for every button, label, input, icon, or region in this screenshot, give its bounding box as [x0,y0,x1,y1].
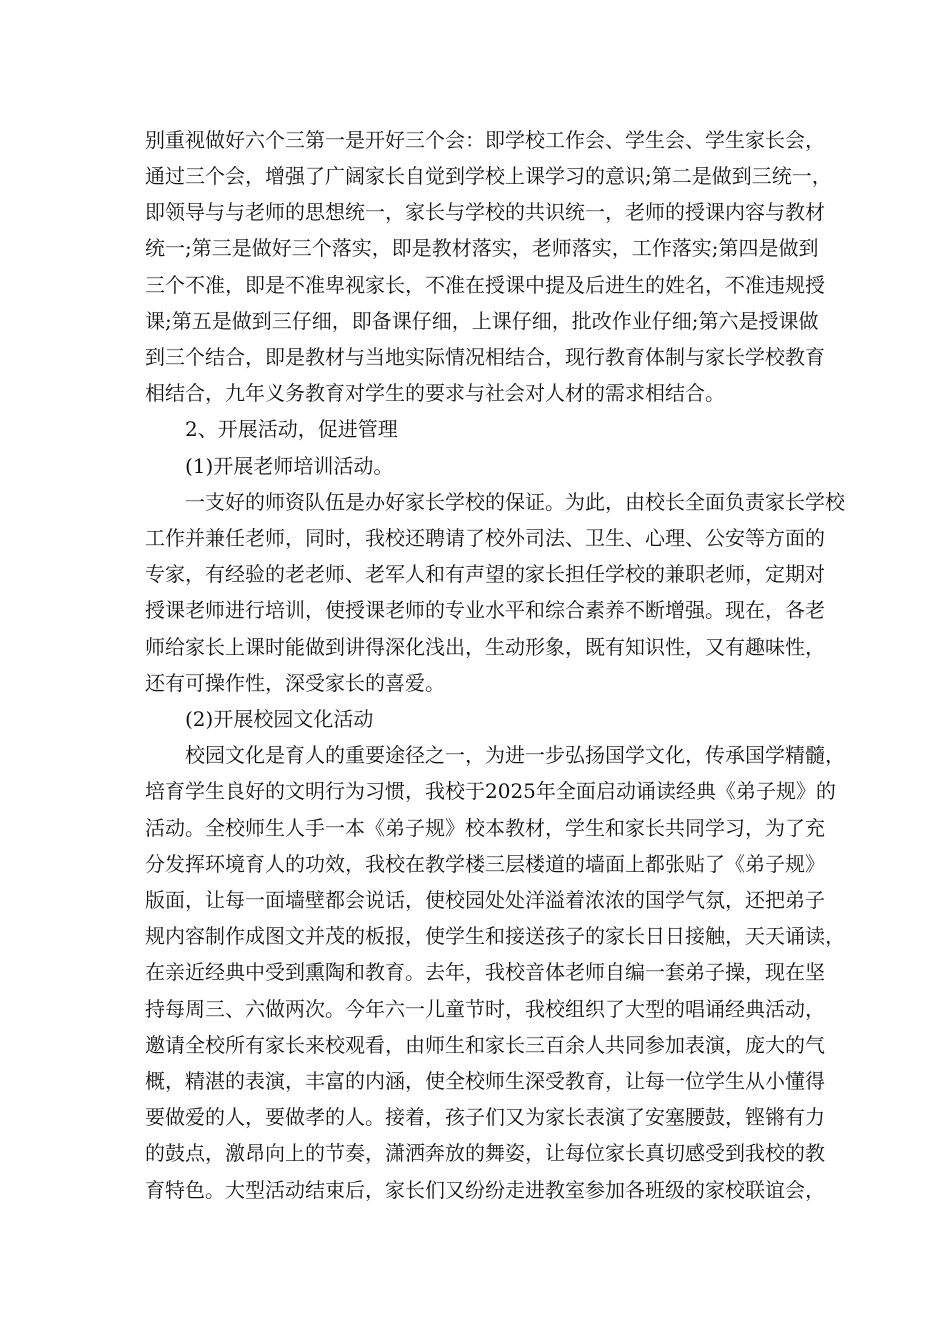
text-line: 即领导与与老师的思想统一，家长与学校的共识统一，老师的授课内容与教材 [145,200,825,224]
text-line: 的鼓点，激昂向上的节奏，潇洒奔放的舞姿，让每位家长真切感受到我校的教 [145,1141,825,1165]
text-line: 授课老师进行培训，使授课老师的专业水平和综合素养不断增强。现在，各老 [145,598,825,622]
text-line: 要做爱的人，要做孝的人。接着，孩子们又为家长表演了安塞腰鼓，铿锵有力 [145,1105,825,1129]
text-line: 还有可操作性，深受家长的喜爱。 [145,671,445,695]
text-line: 育特色。大型活动结束后，家长们又纷纷走进教室参加各班级的家校联谊会， [145,1178,825,1202]
text-line: 培育学生良好的文明行为习惯，我校于2025年全面启动诵读经典《弟子规》的 [145,779,836,803]
text-line: 概，精湛的表演，丰富的内涵，使全校师生深受教育，让每一位学生从小懂得 [145,1069,825,1093]
subsection-heading: (2)开展校园文化活动 [185,707,374,731]
text-line: 统一;第三是做好三个落实，即是教材落实，老师落实，工作落实;第四是做到 [145,236,819,260]
text-line: 分发挥环境育人的功效，我校在教学楼三层楼道的墙面上都张贴了《弟子规》 [145,852,825,876]
text-line: 活动。全校师生人手一本《弟子规》校本教材，学生和家长共同学习，为了充 [145,816,825,840]
text-line: 相结合，九年义务教育对学生的要求与社会对人材的需求相结合。 [145,381,725,405]
text-line: 校园文化是育人的重要途径之一，为进一步弘扬国学文化，传承国学精髓， [185,743,845,767]
text-line: 通过三个会，增强了广阔家长自觉到学校上课学习的意识;第二是做到三统一， [145,164,832,188]
text-line: 持每周三、六做两次。今年六一儿童节时，我校组织了大型的唱诵经典活动， [145,997,825,1021]
text-line: 到三个结合，即是教材与当地实际情况相结合，现行教育体制与家长学校教育 [145,345,825,369]
text-line: 三个不准，即是不准卑视家长，不准在授课中提及后进生的姓名，不准违规授 [145,273,825,297]
text-line: 在亲近经典中受到熏陶和教育。去年，我校音体老师自编一套弟子操，现在坚 [145,960,825,984]
text-line: 一支好的师资队伍是办好家长学校的保证。为此，由校长全面负责家长学校 [185,490,845,514]
section-heading: 2、开展活动，促进管理 [185,417,398,441]
subsection-heading: (1)开展老师培训活动。 [185,454,394,478]
text-line: 工作并兼任老师，同时，我校还聘请了校外司法、卫生、心理、公安等方面的 [145,526,825,550]
text-line: 师给家长上课时能做到讲得深化浅出，生动形象，既有知识性，又有趣味性， [145,635,825,659]
text-line: 规内容制作成图文并茂的板报，使学生和接送孩子的家长日日接触，天天诵读， [145,924,845,948]
text-line: 专家，有经验的老老师、老军人和有声望的家长担任学校的兼职老师，定期对 [145,562,825,586]
text-line: 课;第五是做到三仔细，即备课仔细，上课仔细，批改作业仔细;第六是授课做 [145,309,819,333]
text-line: 版面，让每一面墙壁都会说话，使校园处处洋溢着浓浓的国学气氛，还把弟子 [145,888,825,912]
text-line: 邀请全校所有家长来校观看，由师生和家长三百余人共同参加表演，庞大的气 [145,1033,825,1057]
text-line: 别重视做好六个三第一是开好三个会：即学校工作会、学生会、学生家长会， [145,128,825,152]
